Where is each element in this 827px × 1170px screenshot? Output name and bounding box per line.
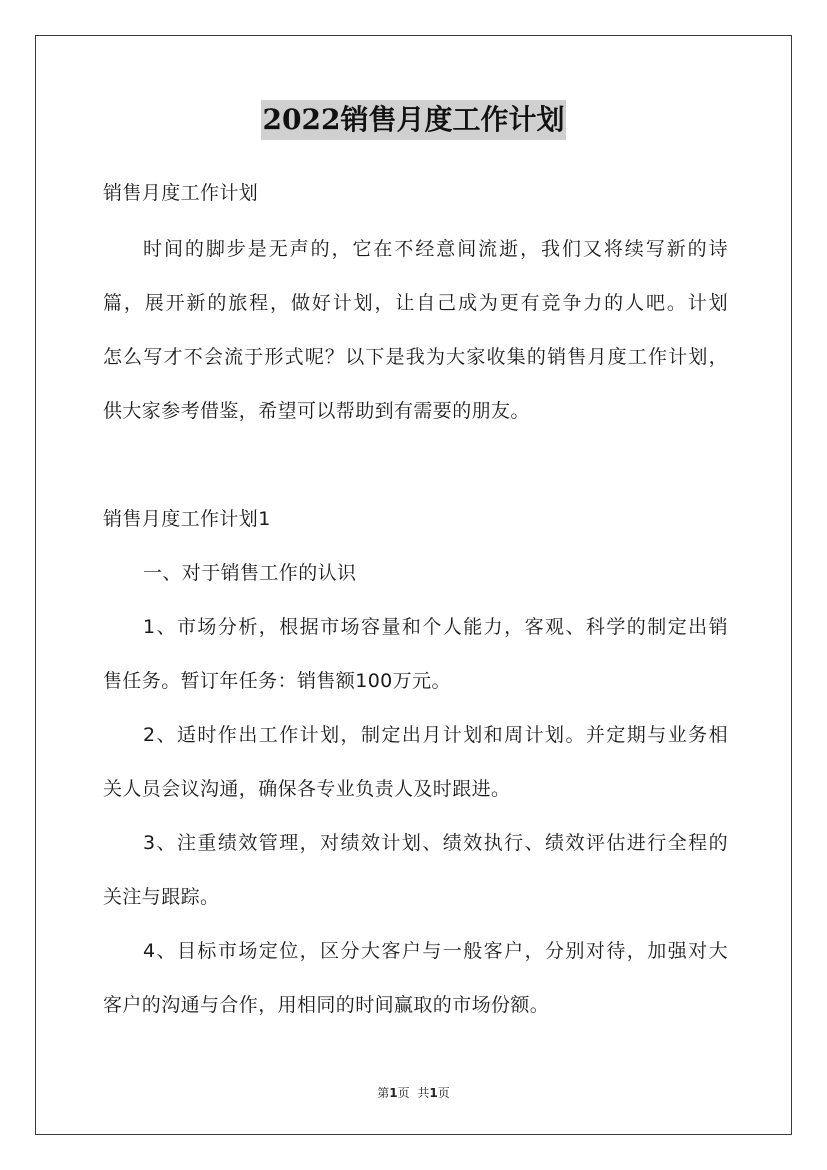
footer-total-number: 1	[429, 1086, 438, 1100]
footer-page-prefix: 第	[377, 1086, 390, 1100]
intro-line-4: 供大家参考借鉴，希望可以帮助到有需要的朋友。	[103, 400, 530, 422]
footer-page-suffix: 页	[397, 1086, 410, 1100]
section-heading: 销售月度工作计划1	[103, 508, 271, 530]
item-1-line-1: 1、市场分析，根据市场容量和个人能力，客观、科学的制定出销	[143, 616, 728, 638]
item-1-line-2: 售任务。暂订年任务：销售额100万元。	[103, 670, 451, 692]
subsection-heading: 一、对于销售工作的认识	[143, 562, 357, 584]
document-subtitle: 销售月度工作计划	[103, 182, 259, 204]
intro-line-3: 怎么写才不会流于形式呢？以下是我为大家收集的销售月度工作计划，	[103, 346, 728, 368]
page-footer	[0, 1084, 827, 1101]
item-2-line-1: 2、适时作出工作计划，制定出月计划和周计划。并定期与业务相	[143, 724, 728, 746]
document-title: 2022销售月度工作计划	[261, 100, 567, 140]
item-3-line-2: 关注与跟踪。	[103, 886, 220, 908]
item-4-line-2: 客户的沟通与合作，用相同的时间赢取的市场份额。	[103, 994, 550, 1016]
footer-page-number: 1	[389, 1086, 398, 1100]
intro-line-1: 时间的脚步是无声的，它在不经意间流逝，我们又将续写新的诗	[143, 238, 728, 260]
footer-total-prefix: 共	[417, 1086, 430, 1100]
item-3-line-1: 3、注重绩效管理，对绩效计划、绩效执行、绩效评估进行全程的	[143, 832, 728, 854]
item-4-line-1: 4、目标市场定位，区分大客户与一般客户，分别对待，加强对大	[143, 940, 728, 962]
footer-total-suffix: 页	[437, 1086, 450, 1100]
item-2-line-2: 关人员会议沟通，确保各专业负责人及时跟进。	[103, 778, 511, 800]
intro-line-2: 篇，展开新的旅程，做好计划，让自己成为更有竞争力的人吧。计划	[103, 292, 728, 314]
title-container	[0, 100, 827, 140]
